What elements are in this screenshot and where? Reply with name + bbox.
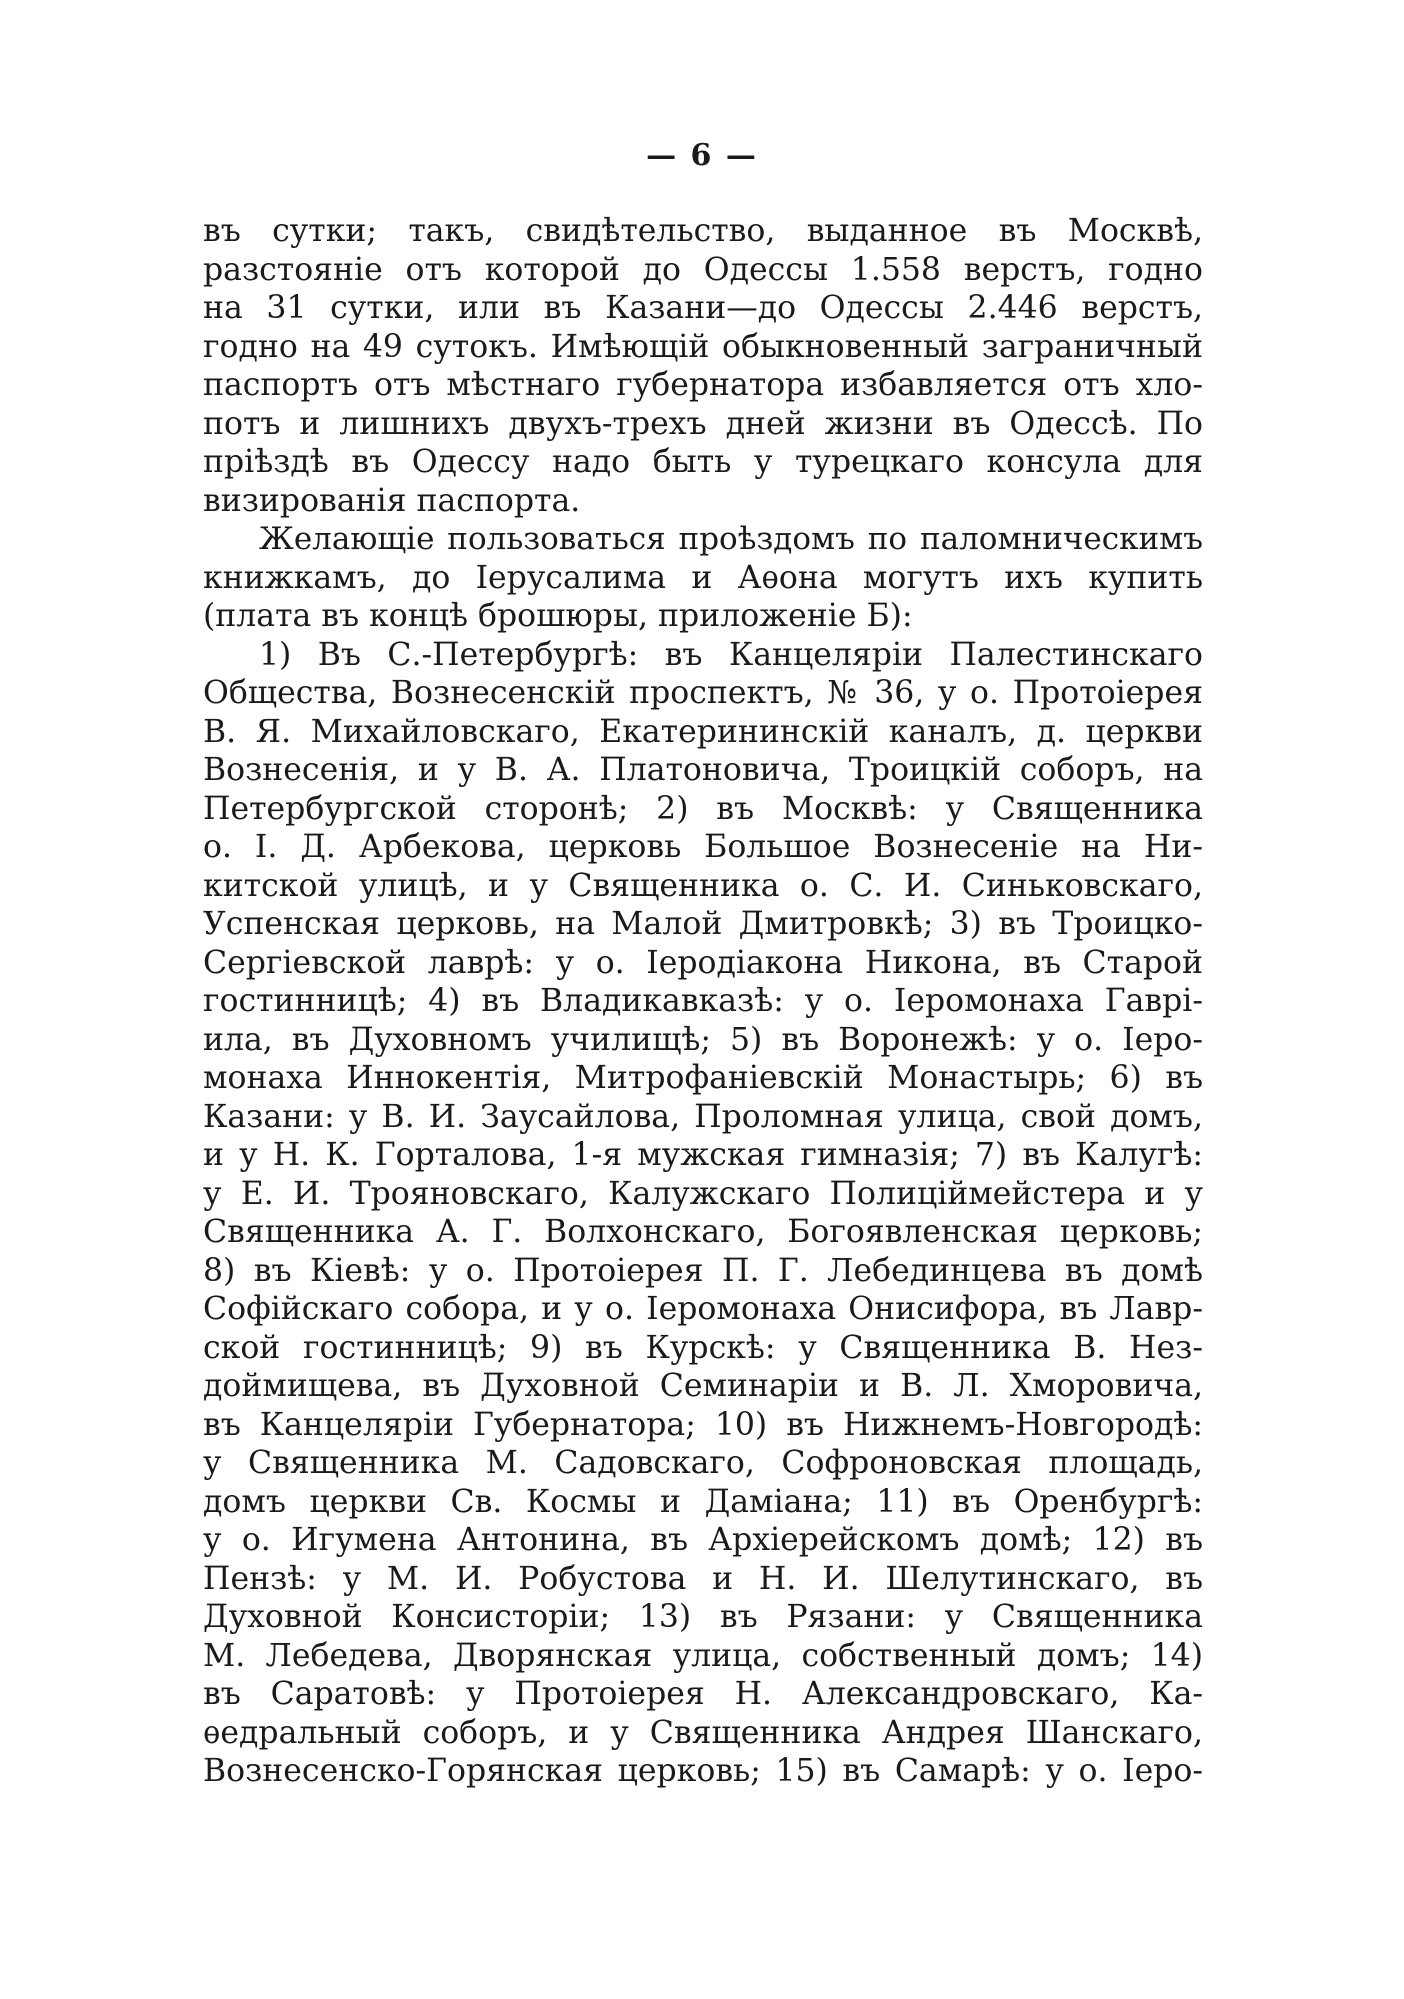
text-line: Вознесенія, и у В. А. Платоновича, Троицкій соборъ, на	[203, 752, 1203, 788]
text-line: пріѣздѣ въ Одессу надо быть у турецкаго консула для	[203, 444, 1203, 480]
text-line: и у Н. К. Горталова, 1-я мужская гимназія; 7) въ Калугѣ:	[203, 1137, 1203, 1173]
body-text	[203, 212, 1203, 1791]
text-line: (плата въ концѣ брошюры, приложеніе Б):	[203, 598, 913, 634]
text-line: М. Лебедева, Дворянская улица, собственный домъ; 14)	[203, 1637, 1203, 1674]
text-line: паспортъ отъ мѣстнаго губернатора избавляется отъ хло-	[203, 367, 1203, 403]
text-line: ской гостинницѣ; 9) въ Курскѣ: у Священника В. Нез-	[203, 1329, 1203, 1366]
text-line: Софійскаго собора, и у о. Іеромонаха Онисифора, въ Лавр-	[203, 1291, 1203, 1327]
text-line: китской улицѣ, и у Священника о. С. И. Синьковскаго,	[203, 867, 1203, 904]
text-line: въ Канцеляріи Губернатора; 10) въ Нижнемъ-Новгородѣ:	[203, 1406, 1203, 1443]
text-line: годно на 49 сутокъ. Имѣющій обыкновенный заграничный	[203, 328, 1203, 365]
text-line: у Е. И. Трояновскаго, Калужскаго Полиціймейстера и у	[203, 1175, 1203, 1212]
text-line: книжкамъ, до Іерусалима и Аѳона могутъ ихъ купить	[203, 559, 1203, 596]
text-line: Пензѣ: у М. И. Робустова и Н. И. Шелутинскаго, въ	[203, 1560, 1203, 1597]
text-line: доймищева, въ Духовной Семинаріи и В. Л. Хморовича,	[203, 1368, 1203, 1404]
text-line: Священника А. Г. Волхонскаго, Богоявленская церковь;	[203, 1214, 1203, 1250]
text-line: у о. Игумена Антонина, въ Архіерейскомъ домѣ; 12) въ	[203, 1522, 1203, 1558]
text-line: В. Я. Михайловскаго, Екатерининскій каналъ, д. церкви	[203, 713, 1203, 750]
paragraph	[203, 212, 1203, 520]
text-line: въ сутки; такъ, свидѣтельство, выданное въ Москвѣ,	[203, 213, 1203, 249]
text-line: Успенская церковь, на Малой Дмитровкѣ; 3) въ Троицко-	[203, 906, 1203, 942]
text-line: ѳедральный соборъ, и у Священника Андрея Шанскаго,	[203, 1714, 1203, 1751]
text-line: монаха Иннокентія, Митрофаніевскій Монастырь; 6) въ	[203, 1060, 1203, 1096]
paragraph	[203, 520, 1203, 1791]
text-line: домъ церкви Св. Космы и Даміана; 11) въ Оренбургѣ:	[203, 1483, 1203, 1520]
text-line: Вознесенско-Горянская церковь; 15) въ Самарѣ: у о. Іеро-	[203, 1753, 1203, 1789]
text-line: разстояніе отъ которой до Одессы 1.558 верстъ, годно	[203, 251, 1203, 288]
text-line: о. І. Д. Арбекова, церковь Большое Вознесеніе на Ни-	[203, 829, 1203, 865]
text-line: Духовной Консисторіи; 13) въ Рязани: у Священника	[203, 1599, 1203, 1635]
text-line: гостинницѣ; 4) въ Владикавказѣ: у о. Іеромонаха Гаврі-	[203, 983, 1203, 1019]
text-line: въ Саратовѣ: у Протоіерея Н. Александровскаго, Ка-	[203, 1676, 1203, 1712]
text-line: Казани: у В. И. Заусайлова, Проломная улица, свой домъ,	[203, 1098, 1203, 1135]
text-line: Петербургской сторонѣ; 2) въ Москвѣ: у Священника	[203, 790, 1203, 827]
text-line: Общества, Вознесенскій проспектъ, № 36, у о. Протоіерея	[203, 675, 1203, 711]
text-line: потъ и лишнихъ двухъ-трехъ дней жизни въ Одессѣ. По	[203, 405, 1203, 442]
text-line: у Священника М. Садовскаго, Софроновская площадь,	[203, 1445, 1203, 1481]
text-line: на 31 сутки, или въ Казани—до Одессы 2.446 верстъ,	[203, 290, 1203, 326]
text-line: Желающіе пользоваться проѣздомъ по паломническимъ	[259, 521, 1203, 557]
text-line: ила, въ Духовномъ училищѣ; 5) въ Воронежѣ: у о. Іеро-	[203, 1021, 1203, 1058]
text-line: Сергіевской лаврѣ: у о. Іеродіакона Никона, въ Старой	[203, 944, 1203, 981]
text-line: 8) въ Кіевѣ: у о. Протоіерея П. Г. Лебединцева въ домѣ	[203, 1252, 1203, 1289]
text-line: визированія паспорта.	[203, 482, 581, 519]
page-number: — 6 —	[646, 138, 758, 173]
text-line: 1) Въ С.-Петербургѣ: въ Канцеляріи Палестинскаго	[259, 636, 1203, 673]
